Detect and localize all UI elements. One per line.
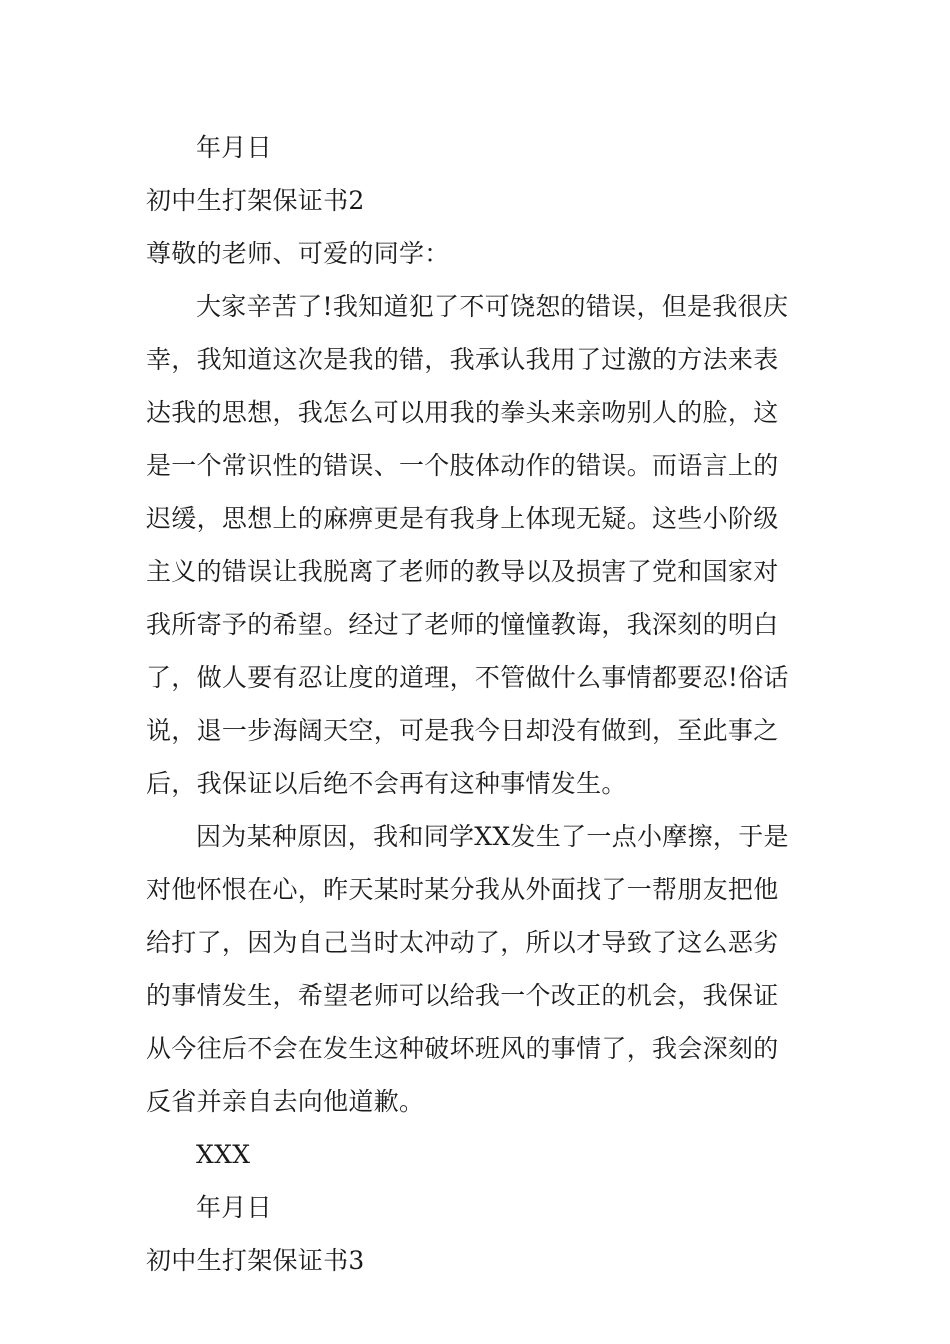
paragraph-line: 从今往后不会在发生这种破坏班风的事情了，我会深刻的 xyxy=(146,1034,779,1063)
paragraph-line: 了，做人要有忍让度的道理，不管做什么事情都要忍!俗话 xyxy=(146,663,789,692)
paragraph-line: 达我的思想，我怎么可以用我的拳头来亲吻别人的脸，这 xyxy=(146,398,779,427)
paragraph-line: 对他怀恨在心，昨天某时某分我从外面找了一帮朋友把他 xyxy=(146,875,779,904)
paragraph-line: 是一个常识性的错误、一个肢体动作的错误。而语言上的 xyxy=(146,451,779,480)
date-line: 年月日 xyxy=(196,1193,272,1222)
paragraph-line: 主义的错误让我脱离了老师的教导以及损害了党和国家对 xyxy=(146,557,779,586)
section-title: 初中生打架保证书3 xyxy=(146,1246,365,1275)
paragraph-line: 因为某种原因，我和同学XX发生了一点小摩擦，于是 xyxy=(196,822,789,851)
section-title: 初中生打架保证书2 xyxy=(146,186,365,215)
paragraph-line: 幸，我知道这次是我的错，我承认我用了过激的方法来表 xyxy=(146,345,779,374)
paragraph-line: 我所寄予的希望。经过了老师的憧憧教诲，我深刻的明白 xyxy=(146,610,779,639)
paragraph-line: 迟缓，思想上的麻痹更是有我身上体现无疑。这些小阶级 xyxy=(146,504,779,533)
paragraph-line: 给打了，因为自己当时太冲动了，所以才导致了这么恶劣 xyxy=(146,928,779,957)
paragraph-line: 的事情发生，希望老师可以给我一个改正的机会，我保证 xyxy=(146,981,779,1010)
salutation: 尊敬的老师、可爱的同学： xyxy=(146,239,450,268)
signature: XXX xyxy=(196,1140,251,1169)
paragraph-line: 反省并亲自去向他道歉。 xyxy=(146,1087,425,1116)
date-line: 年月日 xyxy=(196,133,272,162)
paragraph-line: 后，我保证以后绝不会再有这种事情发生。 xyxy=(146,769,627,798)
paragraph-line: 大家辛苦了!我知道犯了不可饶恕的错误，但是我很庆 xyxy=(196,292,789,321)
paragraph-line: 说，退一步海阔天空，可是我今日却没有做到，至此事之 xyxy=(146,716,779,745)
